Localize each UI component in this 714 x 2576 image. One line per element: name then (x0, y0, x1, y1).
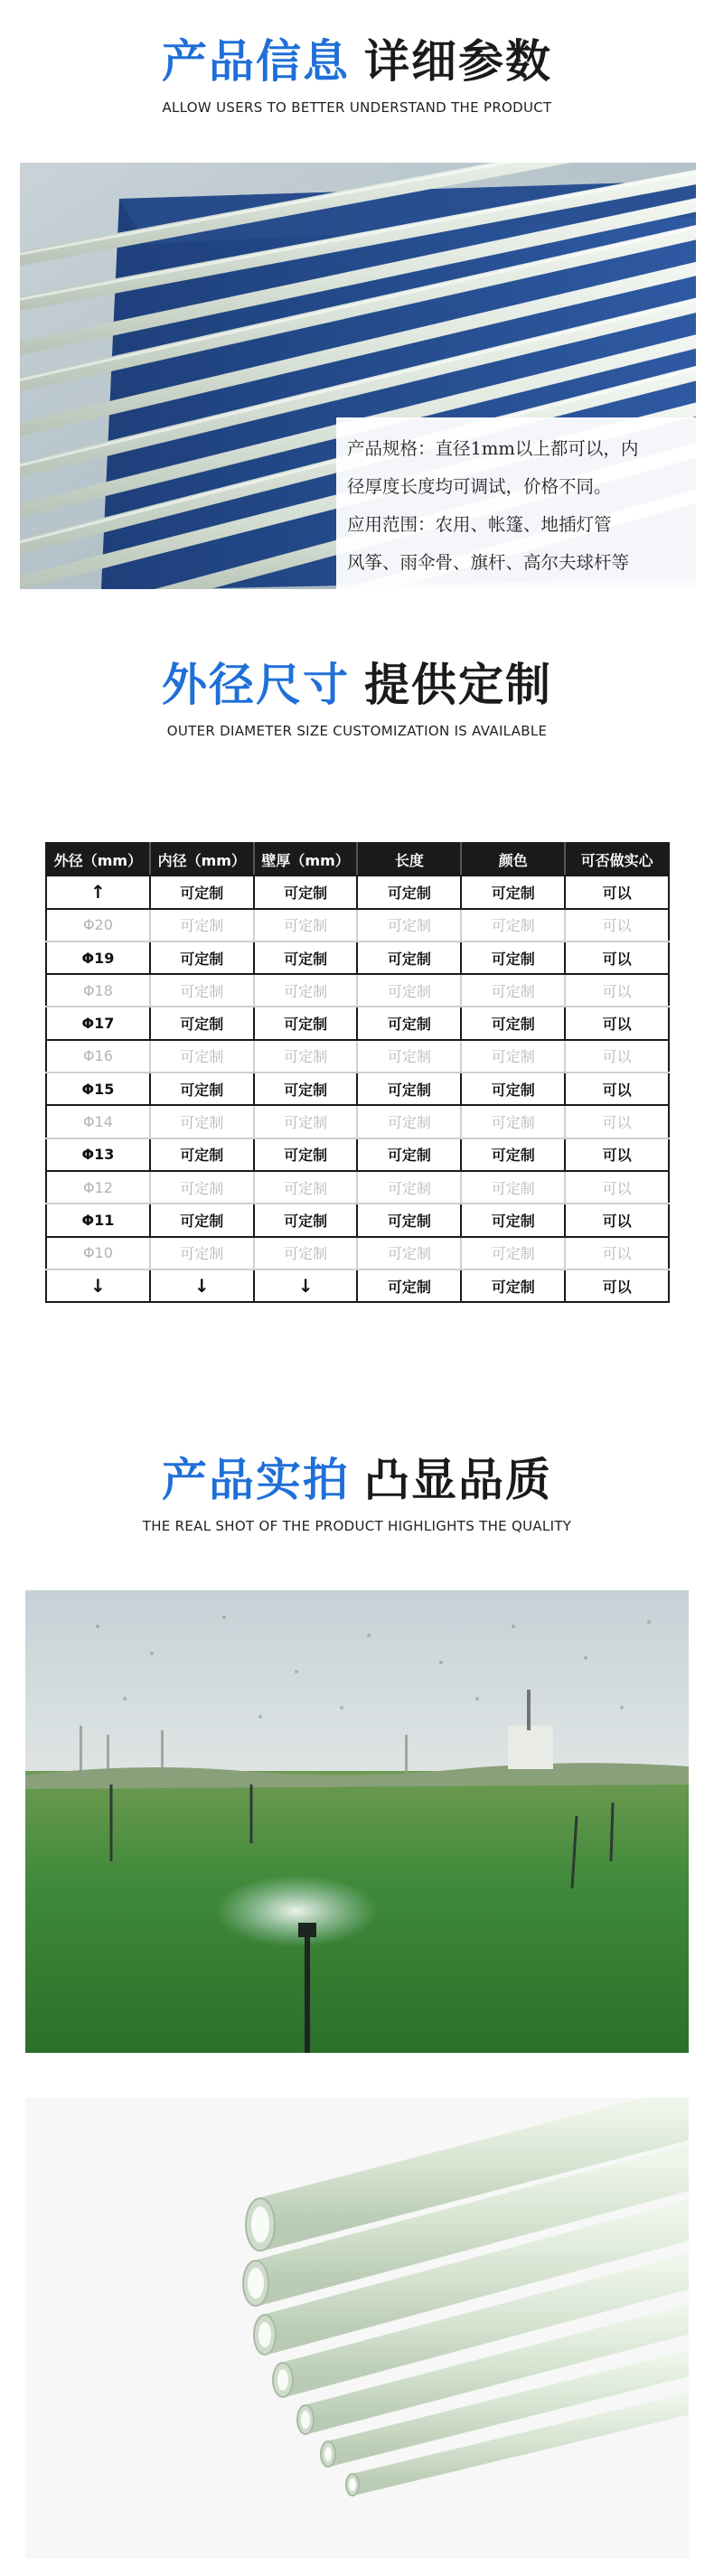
table-cell: 可定制 (461, 1007, 565, 1039)
table-header-cell: 长度 (357, 843, 461, 876)
table-cell: 可定制 (461, 1269, 565, 1302)
tubes-illustration (25, 2098, 689, 2559)
table-row (46, 1237, 669, 1269)
table-cell: 可定制 (357, 1204, 461, 1236)
table-row (46, 941, 669, 974)
table-header-cell: 颜色 (461, 843, 565, 876)
table-cell: 可定制 (461, 1237, 565, 1269)
size-table (45, 842, 670, 1303)
table-cell: 可以 (565, 1204, 669, 1236)
table-cell: 可定制 (461, 909, 565, 941)
table-cell: 可以 (565, 974, 669, 1007)
table-cell: 可定制 (357, 1007, 461, 1039)
table-row (46, 1204, 669, 1236)
down-arrow-icon: ↓ (254, 1269, 358, 1302)
table-header-cell: 外径（mm） (46, 843, 150, 876)
table-cell: 可定制 (461, 974, 565, 1007)
table-row (46, 1073, 669, 1105)
table-cell: 可以 (565, 1138, 669, 1171)
table-cell: 可定制 (357, 1040, 461, 1073)
spec-line-1: 产品规格：直径1mm以上都可以，内 (347, 438, 639, 459)
table-cell: 可定制 (150, 1007, 254, 1039)
table-cell: Φ15 (46, 1073, 150, 1105)
table-cell: 可定制 (357, 1237, 461, 1269)
section-product-info-header (0, 25, 714, 116)
product-rods-photo (20, 163, 696, 589)
table-row (46, 1007, 669, 1039)
table-cell: 可定制 (254, 941, 358, 974)
table-cell: Φ19 (46, 941, 150, 974)
spec-line-4: 风筝、雨伞骨、旗杆、高尔夫球杆等 (347, 552, 630, 573)
table-cell: Φ17 (46, 1007, 150, 1039)
table-cell: Φ10 (46, 1237, 150, 1269)
table-cell: 可定制 (254, 1007, 358, 1039)
section-title (0, 25, 714, 90)
table-cell: Φ12 (46, 1171, 150, 1204)
section-title (0, 1444, 714, 1509)
table-cell: Φ16 (46, 1040, 150, 1073)
table-header-cell: 可否做实心 (565, 843, 669, 876)
table-cell: 可以 (565, 1105, 669, 1138)
table-cell: Φ20 (46, 909, 150, 941)
table-cell: 可定制 (461, 876, 565, 908)
down-arrow-icon: ↓ (150, 1269, 254, 1302)
table-row (46, 1040, 669, 1073)
table-cell: 可定制 (150, 909, 254, 941)
table-header-cell: 内径（mm） (150, 843, 254, 876)
table-cell: 可定制 (461, 1171, 565, 1204)
table-cell: 可以 (565, 1073, 669, 1105)
table-row (46, 1269, 669, 1302)
table-cell: 可以 (565, 941, 669, 974)
section-subtitle: OUTER DIAMETER SIZE CUSTOMIZATION IS AVAILABLE (166, 723, 548, 739)
section-title-blue: 产品信息 (162, 35, 350, 88)
table-row (46, 1105, 669, 1138)
section-title (0, 649, 714, 714)
table-cell: 可定制 (357, 1073, 461, 1105)
table-cell: 可定制 (254, 1073, 358, 1105)
table-cell: 可定制 (150, 876, 254, 908)
table-cell: 可定制 (461, 1040, 565, 1073)
section-title-dark: 详细参数 (364, 35, 552, 88)
table-cell: 可以 (565, 1040, 669, 1073)
table-cell: 可定制 (150, 1040, 254, 1073)
down-arrow-icon: ↓ (46, 1269, 150, 1302)
table-cell: 可定制 (357, 1138, 461, 1171)
tube-closeup-photo (25, 2098, 689, 2559)
table-cell: 可定制 (254, 1204, 358, 1236)
spec-line-3: 应用范围：农用、帐篷、地插灯管 (347, 514, 612, 535)
table-cell: 可定制 (461, 1073, 565, 1105)
table-cell: 可定制 (150, 974, 254, 1007)
table-cell: Φ11 (46, 1204, 150, 1236)
table-cell: 可定制 (150, 1171, 254, 1204)
table-cell: 可以 (565, 1171, 669, 1204)
table-cell: 可以 (565, 876, 669, 908)
table-cell: Φ14 (46, 1105, 150, 1138)
size-table-wrapper (45, 842, 670, 1303)
table-cell: 可定制 (461, 1105, 565, 1138)
table-cell: 可以 (565, 1269, 669, 1302)
table-row (46, 909, 669, 941)
table-row (46, 974, 669, 1007)
table-cell: 可定制 (254, 909, 358, 941)
table-cell: 可定制 (254, 1138, 358, 1171)
section-title-blue: 外径尺寸 (162, 659, 350, 711)
table-cell: 可定制 (254, 876, 358, 908)
spec-line-2: 径厚度长度均可调试，价格不同。 (347, 476, 612, 497)
table-header-cell: 壁厚（mm） (254, 843, 358, 876)
section-subtitle: THE REAL SHOT OF THE PRODUCT HIGHLIGHTS THE QUALITY (142, 1518, 572, 1534)
table-cell: 可定制 (357, 1269, 461, 1302)
table-cell: 可以 (565, 909, 669, 941)
table-cell: 可定制 (150, 1138, 254, 1171)
table-cell: 可定制 (461, 1204, 565, 1236)
table-cell: 可定制 (357, 876, 461, 908)
table-row (46, 1138, 669, 1171)
table-cell: 可定制 (254, 1237, 358, 1269)
table-cell: 可以 (565, 1237, 669, 1269)
table-cell: 可定制 (254, 974, 358, 1007)
table-cell: 可定制 (254, 1105, 358, 1138)
up-arrow-icon: ↑ (46, 876, 150, 908)
table-row (46, 876, 669, 908)
section-title-blue: 产品实拍 (162, 1454, 350, 1506)
table-cell: 可定制 (254, 1171, 358, 1204)
table-cell: 可定制 (254, 1040, 358, 1073)
section-diameter-header (0, 649, 714, 739)
table-cell: 可定制 (461, 941, 565, 974)
table-row (46, 1171, 669, 1204)
table-cell: 可定制 (150, 1105, 254, 1138)
table-cell: 可定制 (150, 1204, 254, 1236)
section-real-shot-header (0, 1444, 714, 1534)
section-subtitle: ALLOW USERS TO BETTER UNDERSTAND THE PRODUCT (162, 99, 552, 116)
section-title-dark: 凸显品质 (364, 1454, 552, 1506)
table-cell: 可定制 (357, 941, 461, 974)
table-cell: 可定制 (150, 941, 254, 974)
table-cell: Φ18 (46, 974, 150, 1007)
field-irrigation-photo (25, 1590, 689, 2053)
section-title-dark: 提供定制 (364, 659, 552, 711)
table-cell: 可定制 (461, 1138, 565, 1171)
table-header-row (46, 843, 669, 876)
table-cell: Φ13 (46, 1138, 150, 1171)
table-cell: 可定制 (150, 1073, 254, 1105)
table-cell: 可定制 (150, 1237, 254, 1269)
spec-info-box (336, 417, 696, 589)
table-cell: 可定制 (357, 909, 461, 941)
table-cell: 可以 (565, 1007, 669, 1039)
table-cell: 可定制 (357, 974, 461, 1007)
table-cell: 可定制 (357, 1105, 461, 1138)
field-illustration (25, 1590, 689, 2053)
table-cell: 可定制 (357, 1171, 461, 1204)
